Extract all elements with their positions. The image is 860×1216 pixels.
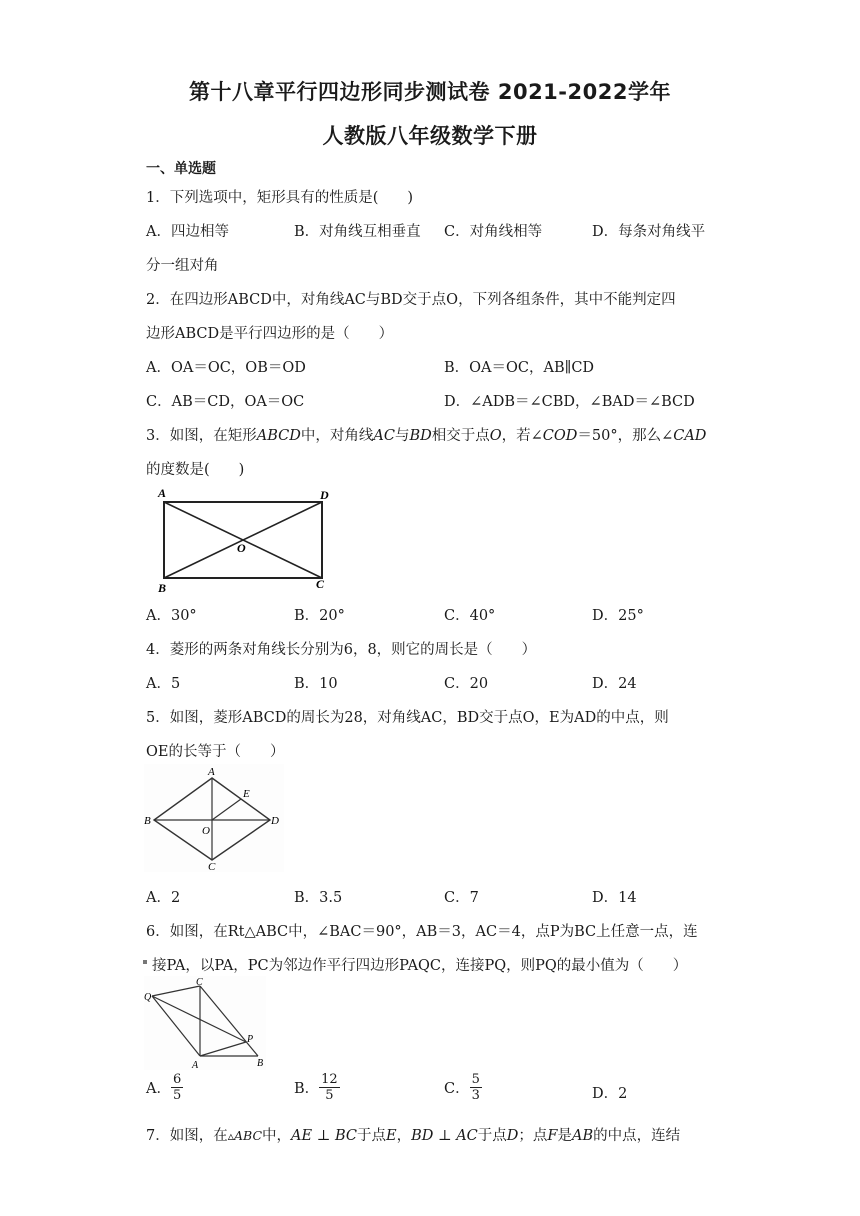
- q5-stem-line-1: 5．如图，菱形ABCD的周长为28，对角线AC，BD交于点O，E为AD的中点，则: [146, 710, 669, 726]
- q3-option-c: C．40°: [444, 608, 496, 624]
- q5-rhombus-figure: [144, 764, 284, 872]
- q7-text: 于点: [356, 1128, 386, 1144]
- q3-option-a: A．30°: [146, 608, 197, 624]
- q1-option-a: A．四边相等: [146, 224, 229, 240]
- title-line-1: 第十八章平行四边形同步测试卷 2021-2022学年: [189, 80, 671, 104]
- title-line-2: 人教版八年级数学下册: [322, 124, 538, 148]
- q3-var-bd: BD: [409, 428, 432, 444]
- q7-text: 是: [557, 1128, 572, 1144]
- q4-option-b: B．10: [294, 676, 338, 692]
- q6-label-p: P: [247, 1034, 254, 1045]
- q2-option-c: C．AB＝CD，OA＝OC: [146, 394, 305, 410]
- q3-label-d: D: [320, 488, 329, 502]
- q6-label-a: A: [192, 1060, 199, 1070]
- q7-var-f: F: [547, 1128, 558, 1144]
- q6-option-b-fraction: [319, 1072, 340, 1103]
- q1-option-d: D．每条对角线平: [592, 224, 706, 240]
- q4-stem: 4．菱形的两条对角线长分别为6，8，则它的周长是（ ）: [146, 642, 537, 658]
- q3-label-a: A: [158, 486, 167, 500]
- denominator: 3: [471, 1088, 480, 1103]
- q3-text: ，若∠: [501, 428, 543, 444]
- q5-label-b: B: [144, 815, 151, 827]
- q6-option-b: [294, 1072, 340, 1103]
- q5-option-c: C．7: [444, 890, 479, 906]
- numerator: 12: [321, 1072, 338, 1087]
- q5-option-b: B．3.5: [294, 890, 343, 906]
- q6-option-d: D．2: [592, 1086, 628, 1102]
- q7-var-ab: AB: [571, 1128, 594, 1144]
- q7-text: 的中点，连结: [593, 1128, 681, 1144]
- q4-option-a: A．5: [146, 676, 181, 692]
- q7-var-bd-perp-ac: BD ⊥ AC: [411, 1128, 478, 1144]
- q7-var-d: D: [506, 1128, 519, 1144]
- q6-option-b-label: B．: [294, 1081, 320, 1097]
- q7-text: 于点: [477, 1128, 507, 1144]
- q7-text: ；点: [518, 1128, 548, 1144]
- q5-option-d: D．14: [592, 890, 637, 906]
- q6-option-c-label: C．: [444, 1081, 470, 1097]
- q7-var-ae-perp-bc: AE ⊥ BC: [291, 1128, 357, 1144]
- q3-rectangle-figure: [148, 484, 338, 596]
- q6-option-a: [146, 1072, 183, 1103]
- q3-stem-line-2: 的度数是( ): [146, 462, 245, 478]
- q2-option-b: B．OA＝OC，AB∥CD: [444, 360, 595, 376]
- q3-var-ac: AC: [373, 428, 395, 444]
- q3-text: 3．如图，在矩形: [146, 428, 257, 444]
- numerator: 6: [172, 1072, 182, 1087]
- q5-stem-line-2: OE的长等于（ ）: [146, 744, 285, 760]
- q3-option-b: B．20°: [294, 608, 345, 624]
- q7-var-e: E: [385, 1128, 397, 1144]
- q3-label-o: O: [237, 541, 246, 555]
- q7-stem-line-1: [146, 1124, 680, 1145]
- q2-stem-line-1: 2．在四边形ABCD中，对角线AC与BD交于点O，下列各组条件，其中不能判定四: [146, 292, 676, 308]
- q7-text: ，: [396, 1128, 412, 1144]
- q4-option-d: D．24: [592, 676, 637, 692]
- q6-stem-line-1: 6．如图，在Rt△ABC中，∠BAC＝90°，AB＝3，AC＝4，点P为BC上任意一点，连: [146, 924, 698, 940]
- q3-var-cod: COD: [542, 428, 578, 444]
- q4-option-c: C．20: [444, 676, 489, 692]
- q1-option-d-continued: 分一组对角: [146, 258, 219, 274]
- scan-artifact-mark: [143, 960, 147, 964]
- numerator: 5: [471, 1072, 480, 1087]
- q2-option-d: D．∠ADB＝∠CBD，∠BAD＝∠BCD: [444, 394, 695, 410]
- q1-stem: 1．下列选项中，矩形具有的性质是( ): [146, 190, 414, 206]
- q3-text: 中，对角线: [300, 428, 374, 444]
- q3-var-o: O: [489, 428, 502, 444]
- q6-option-c-fraction: [470, 1072, 482, 1103]
- q5-label-e: E: [243, 788, 250, 800]
- q6-option-a-label: A．: [146, 1081, 171, 1097]
- q3-label-b: B: [158, 581, 167, 595]
- q6-label-c: C: [196, 977, 203, 988]
- q5-option-a: A．2: [146, 890, 181, 906]
- q3-text: ＝50°，那么∠: [577, 428, 674, 444]
- q6-option-a-fraction: [171, 1072, 183, 1103]
- q6-stem-line-2: 接PA，以PA，PC为邻边作平行四边形PAQC，连接PQ，则PQ的最小值为（ ）: [152, 958, 688, 974]
- q5-label-a: A: [208, 766, 215, 778]
- q3-text: 相交于点: [431, 428, 490, 444]
- q3-var-abcd: ABCD: [256, 428, 301, 444]
- q6-label-b: B: [257, 1058, 264, 1069]
- q6-option-c: [444, 1072, 482, 1103]
- q5-label-c: C: [208, 861, 216, 872]
- denominator: 5: [172, 1088, 182, 1103]
- q3-var-cad: CAD: [673, 428, 707, 444]
- q5-label-o: O: [202, 825, 210, 837]
- q6-parallelogram-figure: [144, 976, 266, 1070]
- q5-label-d: D: [271, 815, 279, 827]
- denominator: 5: [325, 1088, 334, 1103]
- q7-text: 中，: [262, 1128, 292, 1144]
- q3-stem-line-1: [146, 424, 706, 445]
- q2-stem-line-2: 边形ABCD是平行四边形的是（ ）: [146, 326, 394, 342]
- q7-var-triangle: ▵ABC: [227, 1128, 263, 1143]
- q6-label-q: Q: [144, 992, 152, 1003]
- q3-option-d: D．25°: [592, 608, 644, 624]
- section-heading: 一、单选题: [146, 161, 216, 177]
- q1-option-b: B．对角线互相垂直: [294, 224, 421, 240]
- q1-option-c: C．对角线相等: [444, 224, 543, 240]
- q7-text: 7．如图，在: [146, 1128, 228, 1144]
- q3-label-c: C: [316, 577, 325, 591]
- q3-text: 与: [394, 428, 410, 444]
- q2-option-a: A．OA＝OC，OB＝OD: [146, 360, 306, 376]
